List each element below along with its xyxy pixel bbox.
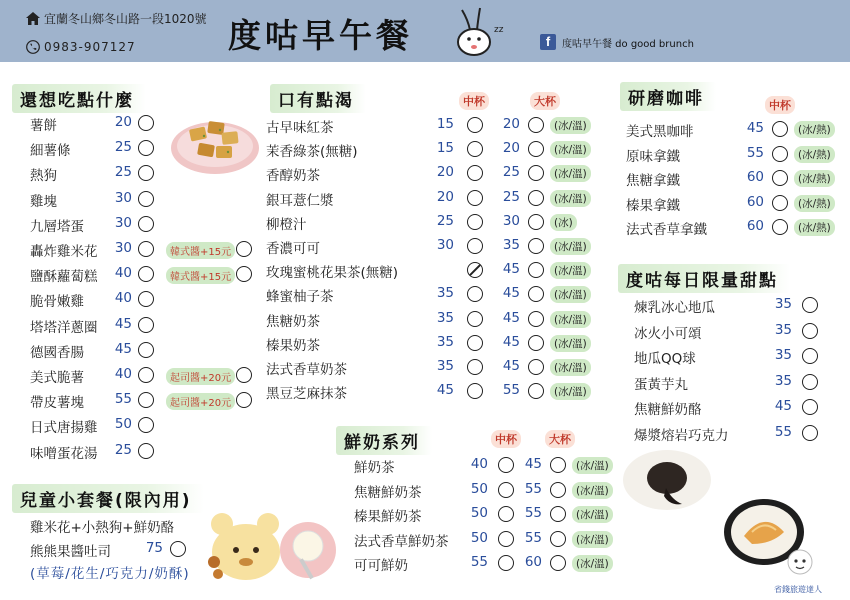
snack-price: 50 [114, 416, 132, 433]
coffee-row [626, 145, 842, 165]
drink-name: 榛果奶茶 [266, 337, 320, 354]
milk-medium-price: 50 [470, 480, 488, 497]
drink-temp-tag: (冰/溫) [550, 117, 591, 134]
drink-name: 香濃可可 [266, 241, 320, 257]
snack-row [30, 416, 260, 436]
drink-name: 銀耳薏仁漿 [266, 192, 334, 209]
milk-medium-price: 50 [470, 505, 488, 521]
milk-title: 鮮奶系列 [336, 426, 432, 455]
coffee-price: 45 [746, 120, 764, 136]
snack-checkbox[interactable] [138, 342, 154, 358]
milk-row [354, 505, 624, 525]
drink-large-checkbox[interactable] [528, 214, 544, 230]
snack-checkbox[interactable] [138, 165, 154, 181]
drink-name: 茉香綠茶(無糖) [266, 144, 358, 161]
snack-checkbox[interactable] [138, 317, 154, 333]
home-icon [26, 12, 40, 25]
drink-medium-price: 15 [436, 116, 454, 132]
snack-name: 鹽酥蘿蔔糕 [30, 269, 98, 286]
coffee-temp-tag: (冰/熱) [794, 170, 835, 187]
drink-medium-price: 35 [436, 285, 454, 302]
facebook-icon: f [540, 34, 556, 50]
snack-row [30, 240, 260, 260]
dessert-checkbox[interactable] [802, 348, 818, 364]
coffee-row [626, 120, 842, 140]
drink-medium-price: 35 [436, 333, 454, 350]
drink-medium-checkbox[interactable] [467, 214, 483, 230]
milk-name: 榛果鮮奶茶 [354, 509, 422, 525]
snack-name: 帶皮薯塊 [30, 395, 84, 412]
milk-row [354, 530, 624, 550]
brand-title: 度咕早午餐 [228, 16, 413, 55]
coffee-row [626, 169, 842, 189]
snack-price: 40 [114, 290, 132, 307]
address-text: 宜蘭冬山鄉冬山路一段1020號 [44, 12, 207, 26]
coffee-title: 研磨咖啡 [620, 82, 716, 111]
milk-medium-checkbox[interactable] [498, 457, 514, 473]
snack-checkbox[interactable] [138, 291, 154, 307]
drink-temp-tag: (冰/溫) [550, 165, 591, 182]
coffee-name: 原味拿鐵 [626, 148, 680, 165]
dessert-checkbox[interactable] [802, 297, 818, 313]
milk-medium-checkbox[interactable] [498, 555, 514, 571]
snack-checkbox[interactable] [138, 266, 154, 282]
drink-temp-tag: (冰/溫) [550, 335, 591, 352]
dessert-row [634, 347, 830, 367]
drink-medium-price: 20 [436, 164, 454, 181]
drink-temp-tag: (冰/溫) [550, 383, 591, 400]
svg-text:zz: zz [494, 25, 504, 35]
drink-medium-price: 30 [436, 237, 454, 253]
coffee-name: 焦糖拿鐵 [626, 173, 680, 189]
drink-name: 柳橙汁 [266, 216, 307, 233]
snack-price: 30 [114, 214, 132, 231]
snack-row [30, 265, 260, 285]
snack-checkbox[interactable] [138, 216, 154, 232]
drink-large-price: 45 [502, 309, 520, 326]
drink-medium-checkbox[interactable] [467, 383, 483, 399]
kids-line-1-text: 雞米花+小熱狗+鮮奶酪 [30, 520, 175, 536]
drink-temp-tag: (冰) [550, 214, 577, 231]
drink-large-price: 30 [502, 212, 520, 229]
milk-large-checkbox[interactable] [550, 482, 566, 498]
snack-row [30, 139, 260, 159]
coffee-price: 60 [746, 218, 764, 234]
drink-name: 玫瑰蜜桃花果茶(無糖) [266, 265, 399, 282]
snack-checkbox[interactable] [138, 392, 154, 408]
milk-temp-tag: (冰/溫) [572, 531, 613, 548]
dessert-name: 蛋黃芋丸 [634, 376, 688, 393]
snack-name: 轟炸雞米花 [30, 244, 98, 260]
snack-price: 55 [114, 391, 132, 408]
dessert-checkbox[interactable] [802, 374, 818, 390]
coffee-price: 60 [746, 193, 764, 210]
drink-row [266, 285, 596, 305]
dessert-title: 度咕每日限量甜點 [618, 264, 790, 293]
phone-icon [26, 40, 40, 54]
milk-temp-tag: (冰/溫) [572, 482, 613, 499]
coffee-checkbox[interactable] [772, 170, 788, 186]
snack-name: 脆骨嫩雞 [30, 294, 84, 311]
coffee-temp-tag: (冰/熱) [794, 195, 835, 212]
milk-large-price: 55 [524, 529, 542, 546]
milk-temp-tag: (冰/溫) [572, 506, 613, 523]
snack-checkbox[interactable] [138, 191, 154, 207]
kids-price: 75 [145, 540, 163, 556]
dessert-name: 爆漿熔岩巧克力 [634, 427, 729, 444]
snack-name: 九層塔蛋 [30, 218, 84, 235]
drink-temp-tag: (冰/溫) [550, 311, 591, 328]
drinks-large-header: 大杯 [530, 92, 560, 110]
drink-large-checkbox[interactable] [528, 190, 544, 206]
kids-line-1 [30, 516, 230, 536]
drink-large-price: 55 [502, 382, 520, 399]
drink-large-checkbox[interactable] [528, 238, 544, 254]
milk-large-checkbox[interactable] [550, 457, 566, 473]
milk-medium-price: 40 [470, 456, 488, 472]
snack-checkbox[interactable] [138, 367, 154, 383]
milk-large-checkbox[interactable] [550, 555, 566, 571]
snack-name: 美式脆薯 [30, 370, 84, 386]
dessert-row [634, 424, 830, 444]
snack-price: 40 [114, 366, 132, 382]
drink-row [266, 382, 596, 402]
snack-checkbox[interactable] [138, 115, 154, 131]
drink-large-price: 45 [502, 358, 520, 374]
drink-temp-tag: (冰/溫) [550, 190, 591, 207]
drink-large-checkbox[interactable] [528, 335, 544, 351]
phone-text: 0983-907127 [44, 40, 136, 54]
snack-price: 30 [114, 240, 132, 256]
snack-price: 45 [114, 315, 132, 332]
drink-row [266, 116, 596, 136]
kids-title: 兒童小套餐(限內用) [12, 484, 204, 513]
kids-line-2-text: 熊熊果醬吐司 [30, 544, 111, 560]
phone-line [26, 40, 136, 54]
drink-large-checkbox[interactable] [528, 262, 544, 278]
drink-large-checkbox[interactable] [528, 165, 544, 181]
drink-large-price: 35 [502, 237, 520, 253]
snack-row [30, 391, 260, 411]
snack-row [30, 190, 260, 210]
snack-sauce-addon: 韓式醬+15元 [166, 267, 235, 284]
drink-medium-price: 35 [436, 309, 454, 326]
coffee-temp-tag: (冰/熱) [794, 121, 835, 138]
kids-line-2 [30, 540, 230, 560]
drink-name: 黑豆芝麻抹茶 [266, 386, 347, 403]
snack-name: 雞塊 [30, 193, 57, 210]
milk-large-price: 60 [524, 554, 542, 570]
drink-medium-price: 20 [436, 188, 454, 205]
milk-medium-checkbox[interactable] [498, 482, 514, 498]
dessert-name: 焦糖鮮奶酪 [634, 402, 702, 418]
snack-price: 40 [114, 265, 132, 282]
drink-temp-tag: (冰/溫) [550, 359, 591, 376]
kids-checkbox[interactable] [170, 541, 186, 557]
dessert-row [634, 398, 830, 418]
drink-temp-tag: (冰/溫) [550, 238, 591, 255]
drink-medium-checkbox[interactable] [467, 117, 483, 133]
drink-medium-checkbox[interactable] [467, 165, 483, 181]
dessert-name: 煉乳冰心地瓜 [634, 300, 715, 316]
coffee-price: 60 [746, 169, 764, 185]
snack-checkbox[interactable] [138, 140, 154, 156]
snack-checkbox[interactable] [138, 443, 154, 459]
drink-large-checkbox[interactable] [528, 383, 544, 399]
drink-row [266, 189, 596, 209]
coffee-row [626, 218, 842, 238]
milk-large-price: 45 [524, 456, 542, 472]
drink-large-price: 20 [502, 140, 520, 157]
kids-flavors: (草莓/花生/巧克力/奶酥) [30, 566, 190, 582]
coffee-checkbox[interactable] [772, 195, 788, 211]
snack-price: 25 [114, 164, 132, 181]
drink-row [266, 334, 596, 354]
snack-price: 30 [114, 189, 132, 206]
coffee-medium-header: 中杯 [765, 96, 795, 114]
milk-large-price: 55 [524, 480, 542, 497]
snack-row [30, 341, 260, 361]
snack-sauce-checkbox[interactable] [236, 241, 252, 257]
drinks-title: 口有點渴 [270, 84, 366, 113]
snack-sauce-addon: 韓式醬+15元 [166, 242, 235, 259]
drink-medium-price: 15 [436, 140, 454, 157]
coffee-temp-tag: (冰/熱) [794, 219, 835, 236]
coffee-name: 法式香草拿鐵 [626, 222, 707, 238]
coffee-checkbox[interactable] [772, 146, 788, 162]
drink-row [266, 358, 596, 378]
drink-temp-tag: (冰/溫) [550, 286, 591, 303]
drink-name: 焦糖奶茶 [266, 313, 320, 330]
milk-name: 焦糖鮮奶茶 [354, 484, 422, 501]
snack-row [30, 215, 260, 235]
drink-row [266, 164, 596, 184]
drink-medium-checkbox[interactable] [467, 238, 483, 254]
snacks-title: 還想吃點什麼 [12, 84, 146, 113]
drink-medium-checkbox[interactable] [467, 311, 483, 327]
dessert-price: 35 [774, 321, 792, 338]
drink-large-checkbox[interactable] [528, 141, 544, 157]
snack-price: 45 [114, 340, 132, 357]
snack-price: 25 [114, 441, 132, 458]
snack-price: 20 [114, 114, 132, 130]
snack-row [30, 316, 260, 336]
drink-medium-price: 35 [436, 358, 454, 374]
snack-price: 25 [114, 139, 132, 156]
snack-checkbox[interactable] [138, 241, 154, 257]
snack-sauce-checkbox[interactable] [236, 367, 252, 383]
snack-name: 德國香腸 [30, 344, 84, 361]
milk-medium-price: 50 [470, 529, 488, 546]
milk-large-checkbox[interactable] [550, 531, 566, 547]
drinks-medium-header: 中杯 [459, 92, 489, 110]
dessert-checkbox[interactable] [802, 323, 818, 339]
drink-large-checkbox[interactable] [528, 286, 544, 302]
address-line [26, 10, 207, 27]
drink-name: 古早味紅茶 [266, 120, 334, 136]
snack-sauce-checkbox[interactable] [236, 392, 252, 408]
drink-medium-checkbox[interactable] [467, 286, 483, 302]
drink-row [266, 237, 596, 257]
snack-name: 塔塔洋蔥圈 [30, 319, 98, 336]
drink-medium-price: 25 [436, 212, 454, 229]
milk-medium-price: 55 [470, 554, 488, 570]
drink-large-price: 45 [502, 285, 520, 302]
facebook-label: 度咕早午餐 do good brunch [562, 38, 694, 50]
drink-name: 法式香草奶茶 [266, 362, 347, 378]
dessert-row [634, 322, 830, 342]
snack-checkbox[interactable] [138, 417, 154, 433]
snack-name: 薯餅 [30, 118, 57, 134]
milk-temp-tag: (冰/溫) [572, 457, 613, 474]
dessert-row [634, 373, 830, 393]
dessert-name: 冰火小可頌 [634, 325, 702, 342]
drink-large-price: 20 [502, 116, 520, 132]
snack-sauce-addon: 起司醬+20元 [166, 393, 235, 410]
snack-row [30, 442, 260, 462]
facebook-link[interactable] [540, 34, 694, 50]
milk-large-header: 大杯 [545, 430, 575, 448]
snack-name: 細薯條 [30, 143, 71, 160]
milk-large-checkbox[interactable] [550, 506, 566, 522]
drink-medium-checkbox[interactable] [467, 141, 483, 157]
rabbit-logo-icon [450, 6, 512, 58]
coffee-checkbox[interactable] [772, 121, 788, 137]
milk-name: 法式香草鮮奶茶 [354, 533, 449, 550]
dessert-price: 35 [774, 372, 792, 389]
milk-medium-checkbox[interactable] [498, 506, 514, 522]
drink-large-price: 45 [502, 333, 520, 350]
drink-temp-tag: (冰/溫) [550, 262, 591, 279]
drink-large-price: 45 [502, 261, 520, 278]
snack-name: 熱狗 [30, 168, 57, 185]
snack-row [30, 164, 260, 184]
credit-text: 省錢旅遊達人 [774, 585, 822, 594]
dessert-price: 35 [774, 296, 792, 312]
drink-row [266, 140, 596, 160]
drink-medium-checkbox[interactable] [467, 190, 483, 206]
milk-row [354, 481, 624, 501]
milk-medium-header: 中杯 [491, 430, 521, 448]
snack-name: 味噌蛋花湯 [30, 445, 98, 462]
drink-medium-price: 45 [436, 382, 454, 399]
dessert-checkbox[interactable] [802, 425, 818, 441]
drink-row [266, 213, 596, 233]
drink-medium-checkbox[interactable] [467, 359, 483, 375]
lava-cake-photo [622, 444, 712, 512]
snack-row [30, 114, 260, 134]
kids-meal-photo [206, 504, 336, 584]
snack-name: 日式唐揚雞 [30, 420, 98, 437]
drink-temp-tag: (冰/溫) [550, 141, 591, 158]
not-available-icon [467, 262, 483, 278]
drink-medium-checkbox[interactable] [467, 335, 483, 351]
dessert-price: 35 [774, 347, 792, 363]
drink-row [266, 261, 596, 281]
drink-name: 香醇奶茶 [266, 168, 320, 185]
milk-name: 可可鮮奶 [354, 558, 408, 574]
snack-sauce-addon: 起司醬+20元 [166, 368, 235, 385]
snack-row [30, 366, 260, 386]
drink-large-checkbox[interactable] [528, 311, 544, 327]
header-band [0, 0, 850, 62]
drink-large-checkbox[interactable] [528, 359, 544, 375]
coffee-name: 美式黑咖啡 [626, 124, 694, 140]
drink-large-price: 25 [502, 164, 520, 181]
milk-medium-checkbox[interactable] [498, 531, 514, 547]
coffee-row [626, 194, 842, 214]
milk-large-price: 55 [524, 505, 542, 521]
dessert-checkbox[interactable] [802, 399, 818, 415]
drink-name: 蜂蜜柚子茶 [266, 289, 334, 306]
coffee-checkbox[interactable] [772, 219, 788, 235]
drink-large-checkbox[interactable] [528, 117, 544, 133]
coffee-name: 榛果拿鐵 [626, 197, 680, 214]
snack-sauce-checkbox[interactable] [236, 266, 252, 282]
mascot-icon [786, 548, 814, 582]
drink-large-price: 25 [502, 188, 520, 205]
coffee-price: 55 [746, 144, 764, 161]
dessert-row [634, 296, 830, 316]
dessert-name: 地瓜QQ球 [634, 351, 696, 367]
dessert-price: 45 [774, 398, 792, 414]
snack-row [30, 290, 260, 310]
milk-row [354, 456, 624, 476]
milk-row [354, 554, 624, 574]
milk-name: 鮮奶茶 [354, 460, 395, 476]
milk-temp-tag: (冰/溫) [572, 555, 613, 572]
coffee-temp-tag: (冰/熱) [794, 146, 835, 163]
drink-row [266, 310, 596, 330]
dessert-price: 55 [774, 423, 792, 440]
